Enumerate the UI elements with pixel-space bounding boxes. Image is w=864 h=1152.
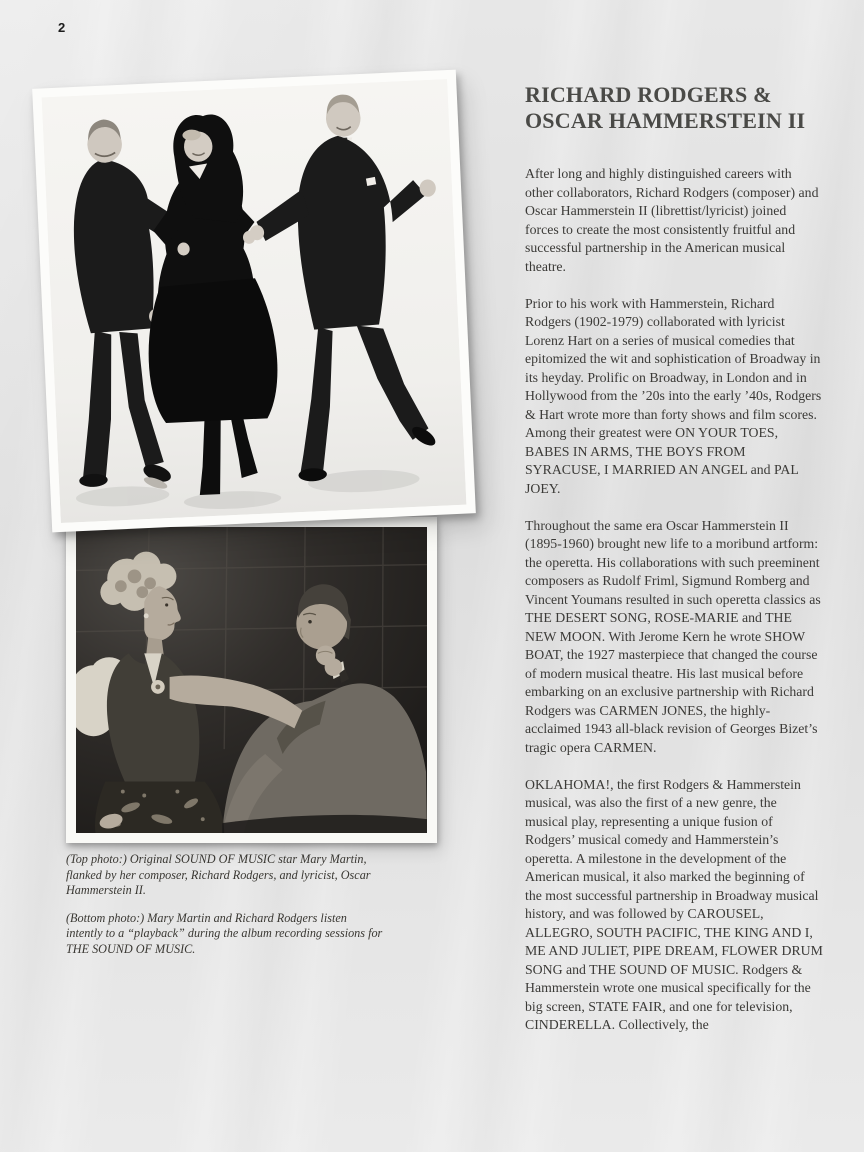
article-paragraph-4: OKLAHOMA!, the first Rodgers & Hammerstein musical, was also the first of a new genre, the musical play, representing a unique fusion of Rodgers’ musical comedy and Hammerstein’s operetta. A milestone in the development of the American musical, it also marked the beginning of the most successful partnership in Broadway musical history, and was followed by CAROUSEL, ALLEGRO, SOUTH PACIFIC, THE KING AND I, ME AND JULIET, PIPE DREAM, FLOWER DRUM SONG and THE SOUND OF MUSIC. Rodgers & Hammerstein wrote one musical specifically for the big screen, STATE FAIR, and one for television, CINDERELLA. Collectively, the — [525, 776, 823, 1032]
article-title — [525, 82, 823, 134]
top-photo — [32, 70, 476, 533]
article-paragraph-2: Prior to his work with Hammerstein, Richard Rodgers (1902-1979) collaborated with lyricist Lorenz Hart on a series of musical comedies that epitomized the wit and sophistication of Broadway in its heyday. Prolific on Broadway, in London and in Hollywood from the ’20s into the early ’40s, Rodgers & Hart wrote more than forty shows and film scores. Among their greatest were ON YOUR TOES, BABES IN ARMS, THE BOYS FROM SYRACUSE, I MARRIED AN ANGEL and PAL JOEY. — [525, 295, 822, 496]
photo-captions — [66, 852, 386, 970]
article-paragraph-1: After long and highly distinguished careers with other collaborators, Richard Rodgers (composer) and Oscar Hammerstein II (librettist/lyricist) joined forces to create the most consistently fruitful and successful partnership in the American musical theatre. — [525, 166, 819, 274]
page-number: 2 — [58, 20, 66, 35]
article-title-line1: RICHARD RODGERS & — [525, 82, 772, 107]
caption-top-photo: (Top photo:) Original SOUND OF MUSIC star Mary Martin, flanked by her composer, Richard Rodgers, and lyricist, Oscar Hammerstein II. — [66, 852, 371, 898]
bottom-photo-illustration — [76, 527, 427, 833]
top-photo-illustration — [42, 79, 467, 523]
article-column — [525, 82, 823, 1053]
bottom-photo — [66, 517, 437, 843]
article-title-line2: OSCAR HAMMERSTEIN II — [525, 108, 806, 133]
caption-bottom-photo: (Bottom photo:) Mary Martin and Richard Rodgers listen intently to a “playback” during the album recording sessions for THE SOUND OF MUSIC. — [66, 910, 383, 956]
article-paragraph-3: Throughout the same era Oscar Hammerstein II (1895-1960) brought new life to a moribund artform: the operetta. His collaborations with such preeminent composers as Rudolf Friml, Sigmund Romberg and Vincent Youmans resulted in such operetta classics as THE DESERT SONG, ROSE-MARIE and THE NEW MOON. With Jerome Kern he wrote SHOW BOAT, the 1927 masterpiece that changed the course of modern musical theatre. His last musical before embarking on an exclusive partnership with Richard Rodgers was CARMEN JONES, the highly-acclaimed 1943 all-black revision of Georges Bizet’s tragic opera CARMEN. — [525, 517, 821, 755]
